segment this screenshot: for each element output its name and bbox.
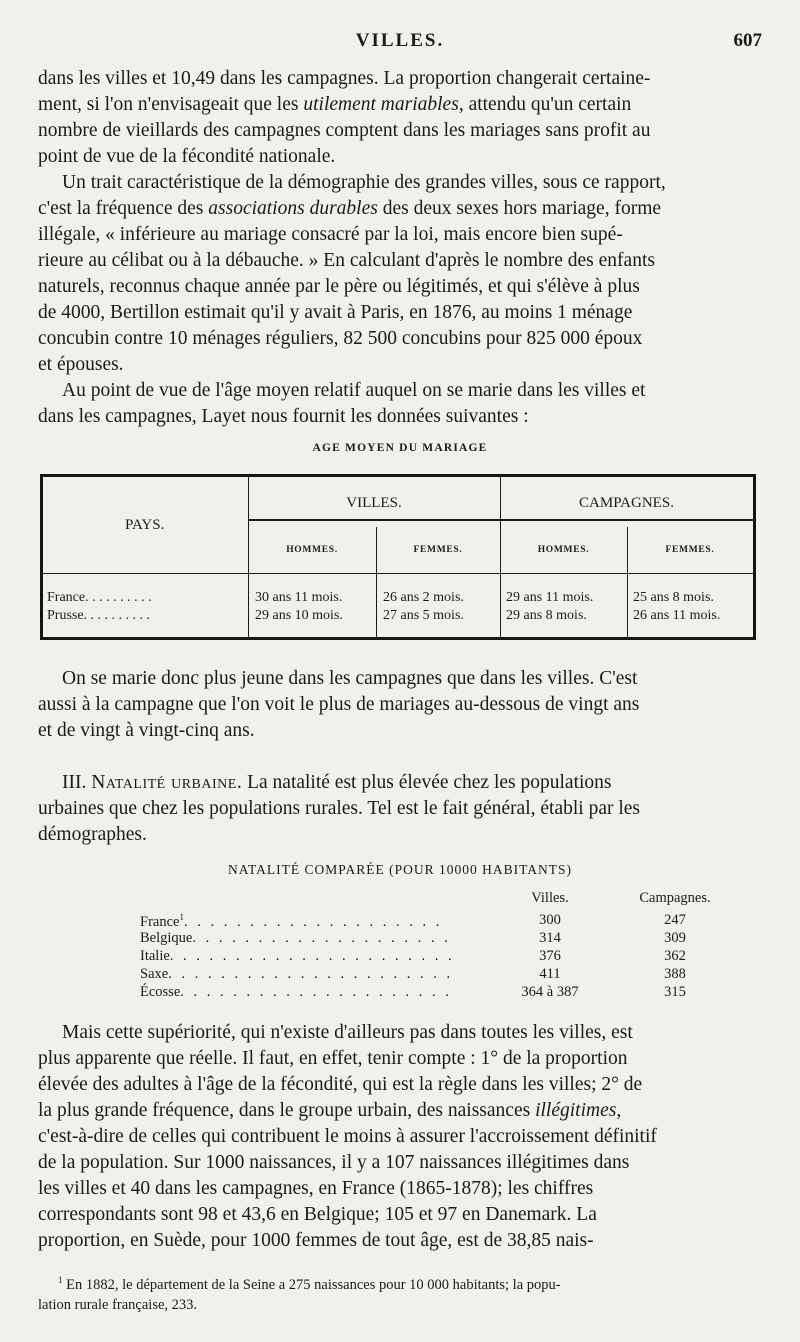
- leader-dots: . . . . . . . . . . . . . . . . . . . . . .: [168, 966, 454, 982]
- text-line: dans les campagnes, Layet nous fournit les données suivantes :: [38, 406, 529, 427]
- text-line: aussi à la campagne que l'on voit le plus de mariages au-dessous de vingt ans: [38, 694, 640, 715]
- text-line: de 4000, Bertillon estimait qu'il y avait à Paris, en 1876, au moins 1 ménage: [38, 302, 633, 323]
- text-line: nombre de vieillards des campagnes comptent dans les mariages sans profit au: [38, 120, 651, 141]
- campagnes-value: 247: [664, 912, 686, 928]
- col-header-campagnes: Campagnes.: [639, 890, 711, 906]
- col-header-pays: PAYS.: [125, 517, 165, 533]
- country-name: France: [140, 913, 180, 930]
- text-line: les villes et 40 dans les campagnes, en France (1865-1878); les chiffres: [38, 1178, 594, 1199]
- text-line: plus apparente que réelle. Il faut, en effet, tenir compte : 1° de la proportion: [38, 1048, 628, 1069]
- row-prusse-villes-femmes: 27 ans 5 mois.: [383, 608, 464, 623]
- text-line: Mais cette supériorité, qui n'existe d'ailleurs pas dans toutes les villes, est: [62, 1022, 633, 1043]
- paragraph-2: [38, 170, 762, 378]
- text-line: la plus grande fréquence, dans le groupe urbain, des naissances illégitimes,: [38, 1100, 622, 1121]
- row-france-villes-hommes: 30 ans 11 mois.: [255, 590, 343, 605]
- villes-value: 314: [539, 930, 561, 946]
- paragraph-6: [38, 1020, 762, 1254]
- table-row: [140, 930, 720, 948]
- col-header-villes: Villes.: [531, 890, 569, 906]
- page-number: 607: [733, 30, 762, 51]
- country-name: Italie: [140, 948, 170, 964]
- row-prusse-campagnes-hommes: 29 ans 8 mois.: [506, 608, 587, 623]
- text-line: démographes.: [38, 824, 147, 845]
- country-name: Belgique: [140, 930, 193, 946]
- text-line: élevée des adultes à l'âge de la fécondité, qui est la règle dans les villes; 2° de: [38, 1074, 643, 1095]
- country-name: Saxe: [140, 966, 169, 982]
- leader-dots: . . . . . . . . . . . . . . . . . . . .: [192, 930, 451, 946]
- text-line: dans les villes et 10,49 dans les campagnes. La proportion changerait certaine-: [38, 68, 651, 89]
- footnote-mark: 1: [58, 1275, 63, 1285]
- footnote-ref: 1: [179, 912, 184, 922]
- text-line: c'est-à-dire de celles qui contribuent le moins à assurer l'accroissement définitif: [38, 1126, 657, 1147]
- text-line: concubin contre 10 ménages réguliers, 82 500 concubins pour 825 000 époux: [38, 328, 643, 349]
- section-III: [38, 770, 762, 848]
- row-prusse-villes-hommes: 29 ans 10 mois.: [255, 608, 343, 623]
- campagnes-value: 315: [664, 984, 686, 1000]
- row-prusse-campagnes-femmes: 26 ans 11 mois.: [633, 608, 721, 623]
- sub-header-campagnes-hommes: HOMMES.: [537, 545, 590, 555]
- paragraph-3: [38, 378, 762, 430]
- table-row: [140, 948, 720, 966]
- table-row: [140, 966, 720, 984]
- sub-header-campagnes-femmes: FEMMES.: [665, 545, 715, 555]
- text-line: et de vingt à vingt-cinq ans.: [38, 720, 255, 741]
- text-line: ment, si l'on n'envisageait que les utilement mariables, attendu qu'un certain: [38, 94, 632, 115]
- natality-header-row: [140, 890, 720, 908]
- text-line: proportion, en Suède, pour 1000 femmes de tout âge, est de 38,85 nais-: [38, 1230, 594, 1251]
- campagnes-value: 309: [664, 930, 686, 946]
- row-france-campagnes-femmes: 25 ans 8 mois.: [633, 590, 714, 605]
- text-line: Un trait caractéristique de la démographie des grandes villes, sous ce rapport,: [62, 172, 666, 193]
- leader-dots: . . . . . . . . . . . . . . . . . . . . . .: [169, 948, 455, 964]
- text-line: rieure au célibat ou à la débauche. » En calculant d'après le nombre des enfants: [38, 250, 655, 271]
- text-line: c'est la fréquence des associations durables des deux sexes hors mariage, forme: [38, 198, 662, 219]
- running-title: VILLES.: [355, 30, 445, 51]
- page-header: [38, 30, 762, 58]
- natality-table-title: NATALITÉ COMPARÉE (POUR 10000 HABITANTS): [227, 862, 573, 877]
- text-line: correspondants sont 98 et 43,6 en Belgique; 105 et 97 en Danemark. La: [38, 1204, 597, 1225]
- villes-value: 411: [539, 966, 561, 982]
- villes-value: 364 à 387: [521, 984, 579, 1000]
- row-prusse-pays: Prusse. . . . . . . . . .: [47, 608, 151, 623]
- marriage-table-title: AGE MOYEN DU MARIAGE: [312, 442, 488, 454]
- table-row: [140, 912, 720, 930]
- group-header-villes: VILLES.: [346, 495, 402, 511]
- campagnes-value: 362: [664, 948, 686, 964]
- group-header-campagnes: CAMPAGNES.: [579, 495, 674, 511]
- text-line: Au point de vue de l'âge moyen relatif auquel on se marie dans les villes et: [62, 380, 646, 401]
- paragraph-1: [38, 66, 762, 170]
- footnote: [38, 1270, 762, 1315]
- paragraph-4: [38, 666, 762, 744]
- footnote-line: lation rurale française, 233.: [38, 1296, 198, 1313]
- text-line: illégale, « inférieure au mariage consacré par la loi, mais encore bien supé-: [38, 224, 623, 245]
- section-heading: Natalité urbaine.: [91, 772, 243, 793]
- footnote-line: $^1$ En 1882, le département de la Seine a 275 naissances pour 10 000 habitants; la popu-: [58, 1275, 561, 1293]
- text-line: III. Natalité urbaine. La natalité est plus élevée chez les populations: [62, 772, 612, 793]
- campagnes-value: 388: [664, 966, 686, 982]
- sub-header-villes-femmes: FEMMES.: [413, 545, 463, 555]
- text-line: de la population. Sur 1000 naissances, il y a 107 naissances illégitimes dans: [38, 1152, 630, 1173]
- villes-value: 300: [539, 912, 561, 928]
- text-line: point de vue de la fécondité nationale.: [38, 146, 336, 167]
- row-france-pays: France. . . . . . . . . .: [47, 590, 152, 605]
- leader-dots: . . . . . . . . . . . . . . . . . . . .: [183, 913, 443, 930]
- row-france-villes-femmes: 26 ans 2 mois.: [383, 590, 464, 605]
- villes-value: 376: [539, 948, 561, 964]
- leader-dots: . . . . . . . . . . . . . . . . . . . . .: [180, 984, 452, 1000]
- row-france-campagnes-hommes: 29 ans 11 mois.: [506, 590, 594, 605]
- sub-header-villes-hommes: HOMMES.: [286, 545, 338, 555]
- text-line: On se marie donc plus jeune dans les campagnes que dans les villes. C'est: [62, 668, 638, 689]
- text-line: et épouses.: [38, 354, 124, 375]
- text-line: naturels, reconnus chaque année par le père ou légitimés, et qui s'élève à plus: [38, 276, 640, 297]
- marriage-age-table: [40, 474, 756, 640]
- section-number: III.: [62, 772, 92, 793]
- table-row: [140, 984, 720, 1002]
- text-line: urbaines que chez les populations rurales. Tel est le fait général, établi par les: [38, 798, 641, 819]
- country-name: Écosse: [140, 984, 181, 1000]
